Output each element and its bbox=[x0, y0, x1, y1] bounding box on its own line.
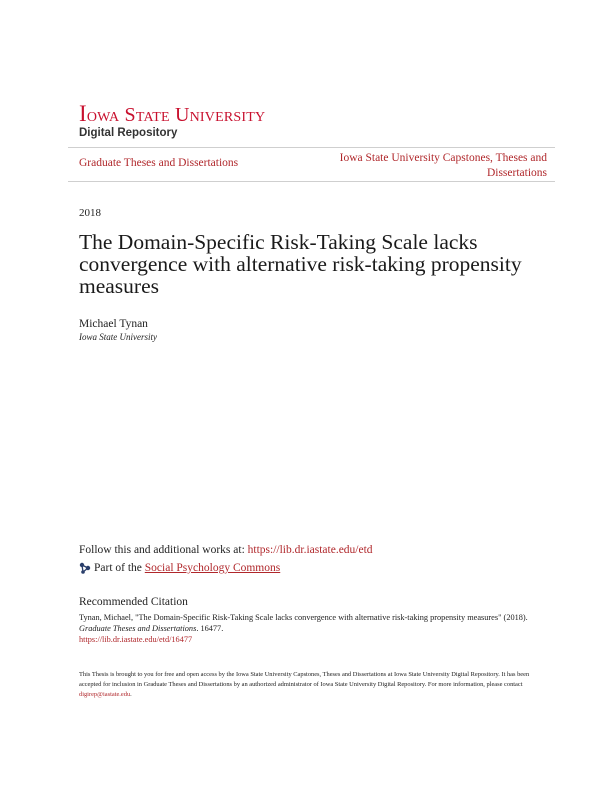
follow-prefix: Follow this and additional works at: bbox=[79, 544, 248, 556]
citation-block bbox=[79, 612, 549, 645]
university-name-text: owa State University bbox=[86, 104, 266, 126]
collection-link-graduate-theses[interactable]: Graduate Theses and Dissertations bbox=[79, 157, 239, 169]
follow-line bbox=[79, 544, 373, 556]
university-logo bbox=[79, 101, 266, 139]
part-of-prefix: Part of the bbox=[94, 562, 145, 574]
divider-bottom bbox=[68, 181, 555, 182]
contact-email-link[interactable]: digirep@iastate.edu bbox=[79, 691, 131, 698]
author-name: Michael Tynan bbox=[79, 318, 148, 330]
part-of-line bbox=[79, 562, 280, 574]
university-name: Iowa State University bbox=[79, 101, 266, 126]
recommended-citation-heading: Recommended Citation bbox=[79, 596, 188, 608]
citation-text: Tynan, Michael, "The Domain-Specific Risk-Taking Scale lacks convergence with alternative risk-taking propensity measures" (2018). bbox=[79, 613, 528, 622]
network-icon bbox=[79, 562, 91, 574]
repository-name: Digital Repository bbox=[79, 127, 178, 139]
author-affiliation: Iowa State University bbox=[79, 332, 157, 342]
divider-top bbox=[68, 147, 555, 148]
publication-year: 2018 bbox=[79, 207, 101, 219]
citation-url[interactable]: https://lib.dr.iastate.edu/etd/16477 bbox=[79, 635, 193, 644]
citation-series: Graduate Theses and Dissertations bbox=[79, 624, 197, 633]
citation-number: . 16477. bbox=[196, 624, 224, 633]
notice-end: . bbox=[130, 691, 132, 698]
access-notice bbox=[79, 670, 549, 700]
collection-link-capstones[interactable]: Iowa State University Capstones, Theses and Dissertations bbox=[339, 152, 547, 179]
notice-text: This Thesis is brought to you for free and open access by the Iowa State University Capstones, Theses and Dissertations at Iowa State University Digital Repository. It has been accepted for inclusion in Graduate Theses and Dissertations by an authorized administrator of Iowa State University Digital Repository. For more information, please contact bbox=[79, 671, 530, 688]
document-title: The Domain-Specific Risk-Taking Scale lacks convergence with alternative risk-taking propensity measures bbox=[79, 230, 522, 298]
social-psychology-commons-link[interactable]: Social Psychology Commons bbox=[144, 562, 281, 574]
follow-link[interactable]: https://lib.dr.iastate.edu/etd bbox=[247, 544, 373, 556]
